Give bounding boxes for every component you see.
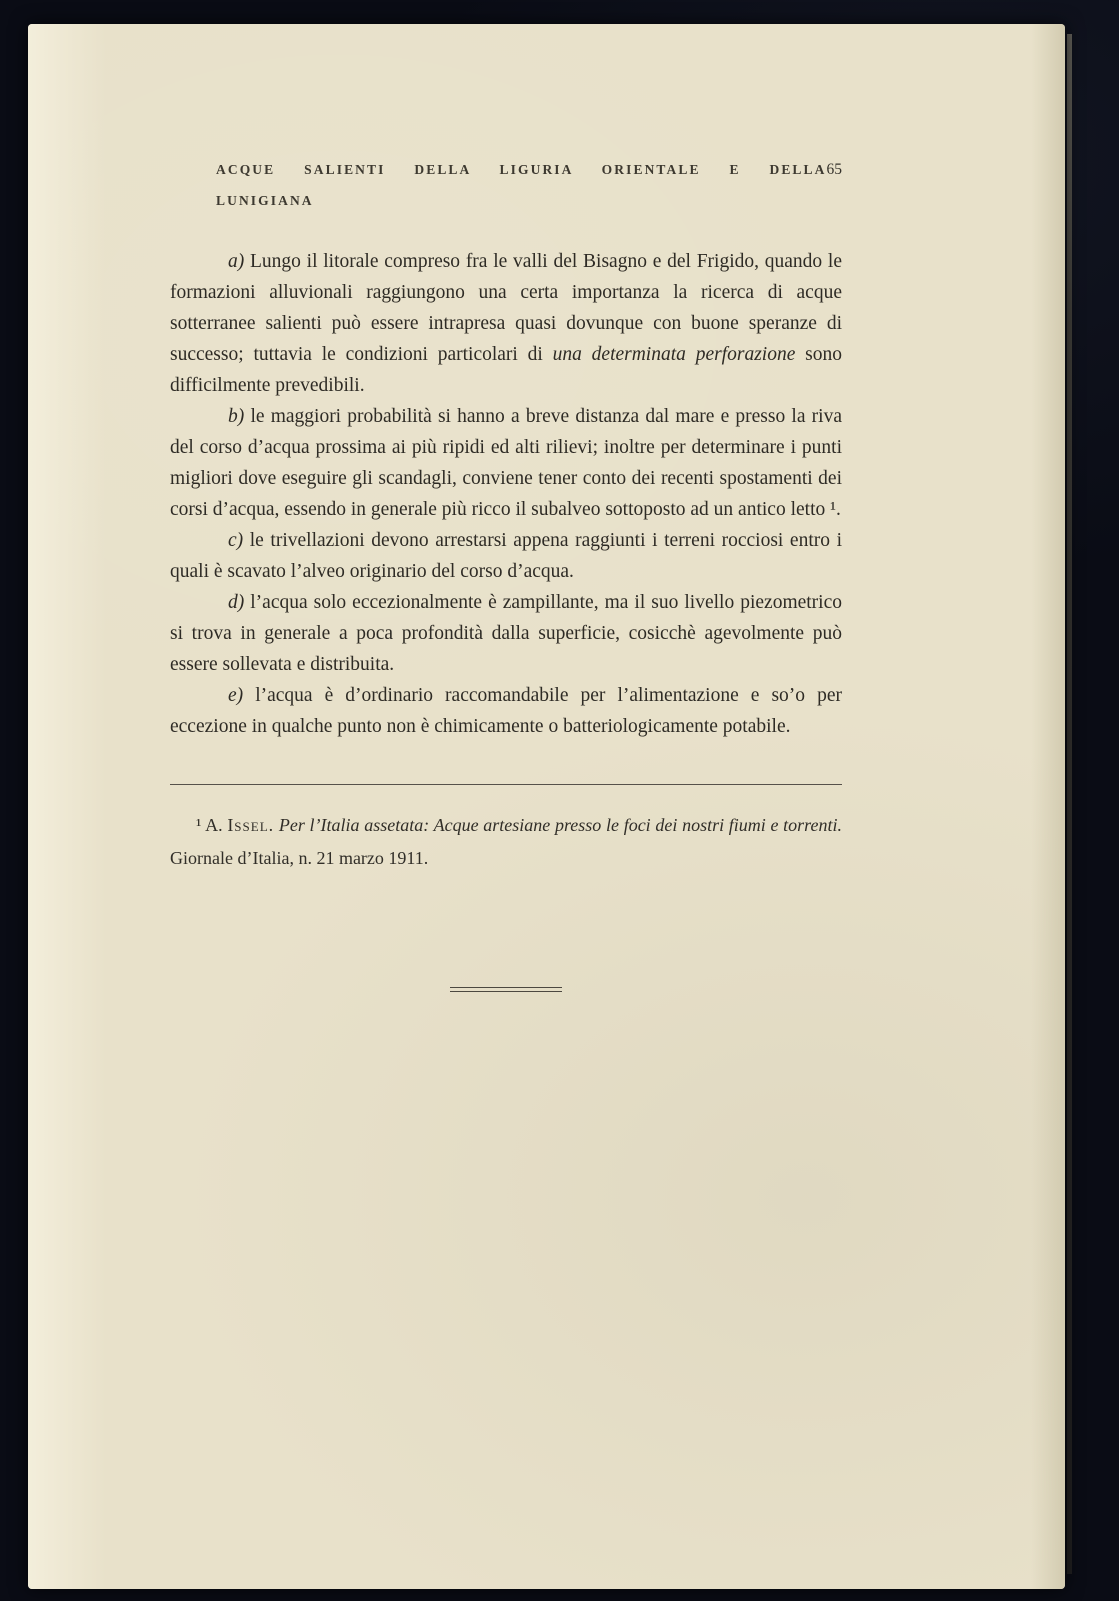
paragraph-c <box>170 525 842 587</box>
footnote <box>170 809 842 875</box>
paragraph-d <box>170 587 842 680</box>
binding-edge <box>28 24 106 1589</box>
paragraph-d-label: d) <box>228 592 245 613</box>
footnote-marker: ¹ A. <box>196 815 228 835</box>
page-stack-edge <box>1067 34 1072 1574</box>
paragraph-e-text: l’acqua è d’ordinario raccomandabile per l’alimentazione e so’o per eccezione in qualche punto non è chimicamente o batteriologicamente potabile. <box>170 685 842 737</box>
paragraph-c-label: c) <box>228 530 244 551</box>
footnote-title: Per l’Italia assetata: Acque artesiane presso le foci dei nostri fiumi e torrenti. <box>274 815 843 835</box>
paragraph-b-text: le maggiori probabilità si hanno a breve distanza dal mare e presso la riva del corso d’acqua prossima ai più ripidi ed alti rilievi; inoltre per determinare i punti migliori dove eseguire gli scandagli, conviene tener conto dei recenti spostamenti dei corsi d’acqua, essendo in generale più ricco il subalveo sottoposto ad un antico letto ¹. <box>170 406 842 520</box>
page-content <box>170 154 842 992</box>
section-divider <box>450 987 562 992</box>
running-header-title: ACQUE SALIENTI DELLA LIGURIA ORIENTALE E DELLA LUNIGIANA <box>216 162 827 208</box>
paragraph-a-label: a) <box>228 251 245 272</box>
footnote-rule <box>170 784 842 785</box>
paragraph-e-label: e) <box>228 685 244 706</box>
paragraph-a-emphasis: una determinata perforazione <box>552 344 796 365</box>
paragraph-a-text-1: Lungo il litorale compreso fra le valli del Bisagno e del Frigido, quando le formazioni alluvionali raggiungono una certa importanza la ricerca di acque sotterranee salienti può essere intrapresa quasi dovunque con buone speranze di successo; tuttavia le condizioni particolari di <box>170 251 842 365</box>
paragraph-a-text-2: sono difficilmente prevedibili. <box>170 344 842 396</box>
body-text <box>170 246 842 742</box>
page-number: 65 <box>826 161 842 178</box>
footnote-author: Issel. <box>227 815 275 835</box>
book-page <box>28 24 1065 1589</box>
paragraph-b <box>170 401 842 525</box>
paragraph-e <box>170 680 842 742</box>
paragraph-a <box>170 246 842 401</box>
paragraph-c-text: le trivellazioni devono arrestarsi appena raggiunti i terreni rocciosi entro i quali è scavato l’alveo originario del corso d’acqua. <box>170 530 842 582</box>
paragraph-d-text: l’acqua solo eccezionalmente è zampillante, ma il suo livello piezometrico si trova in generale a poca profondità dalla superficie, cosicchè agevolmente può essere sollevata e distribuita. <box>170 592 842 675</box>
footnote-source: Giornale d’Italia, n. 21 marzo 1911. <box>170 848 429 868</box>
running-header <box>170 154 842 216</box>
paragraph-b-label: b) <box>228 406 245 427</box>
page-right-shade <box>1031 24 1065 1589</box>
